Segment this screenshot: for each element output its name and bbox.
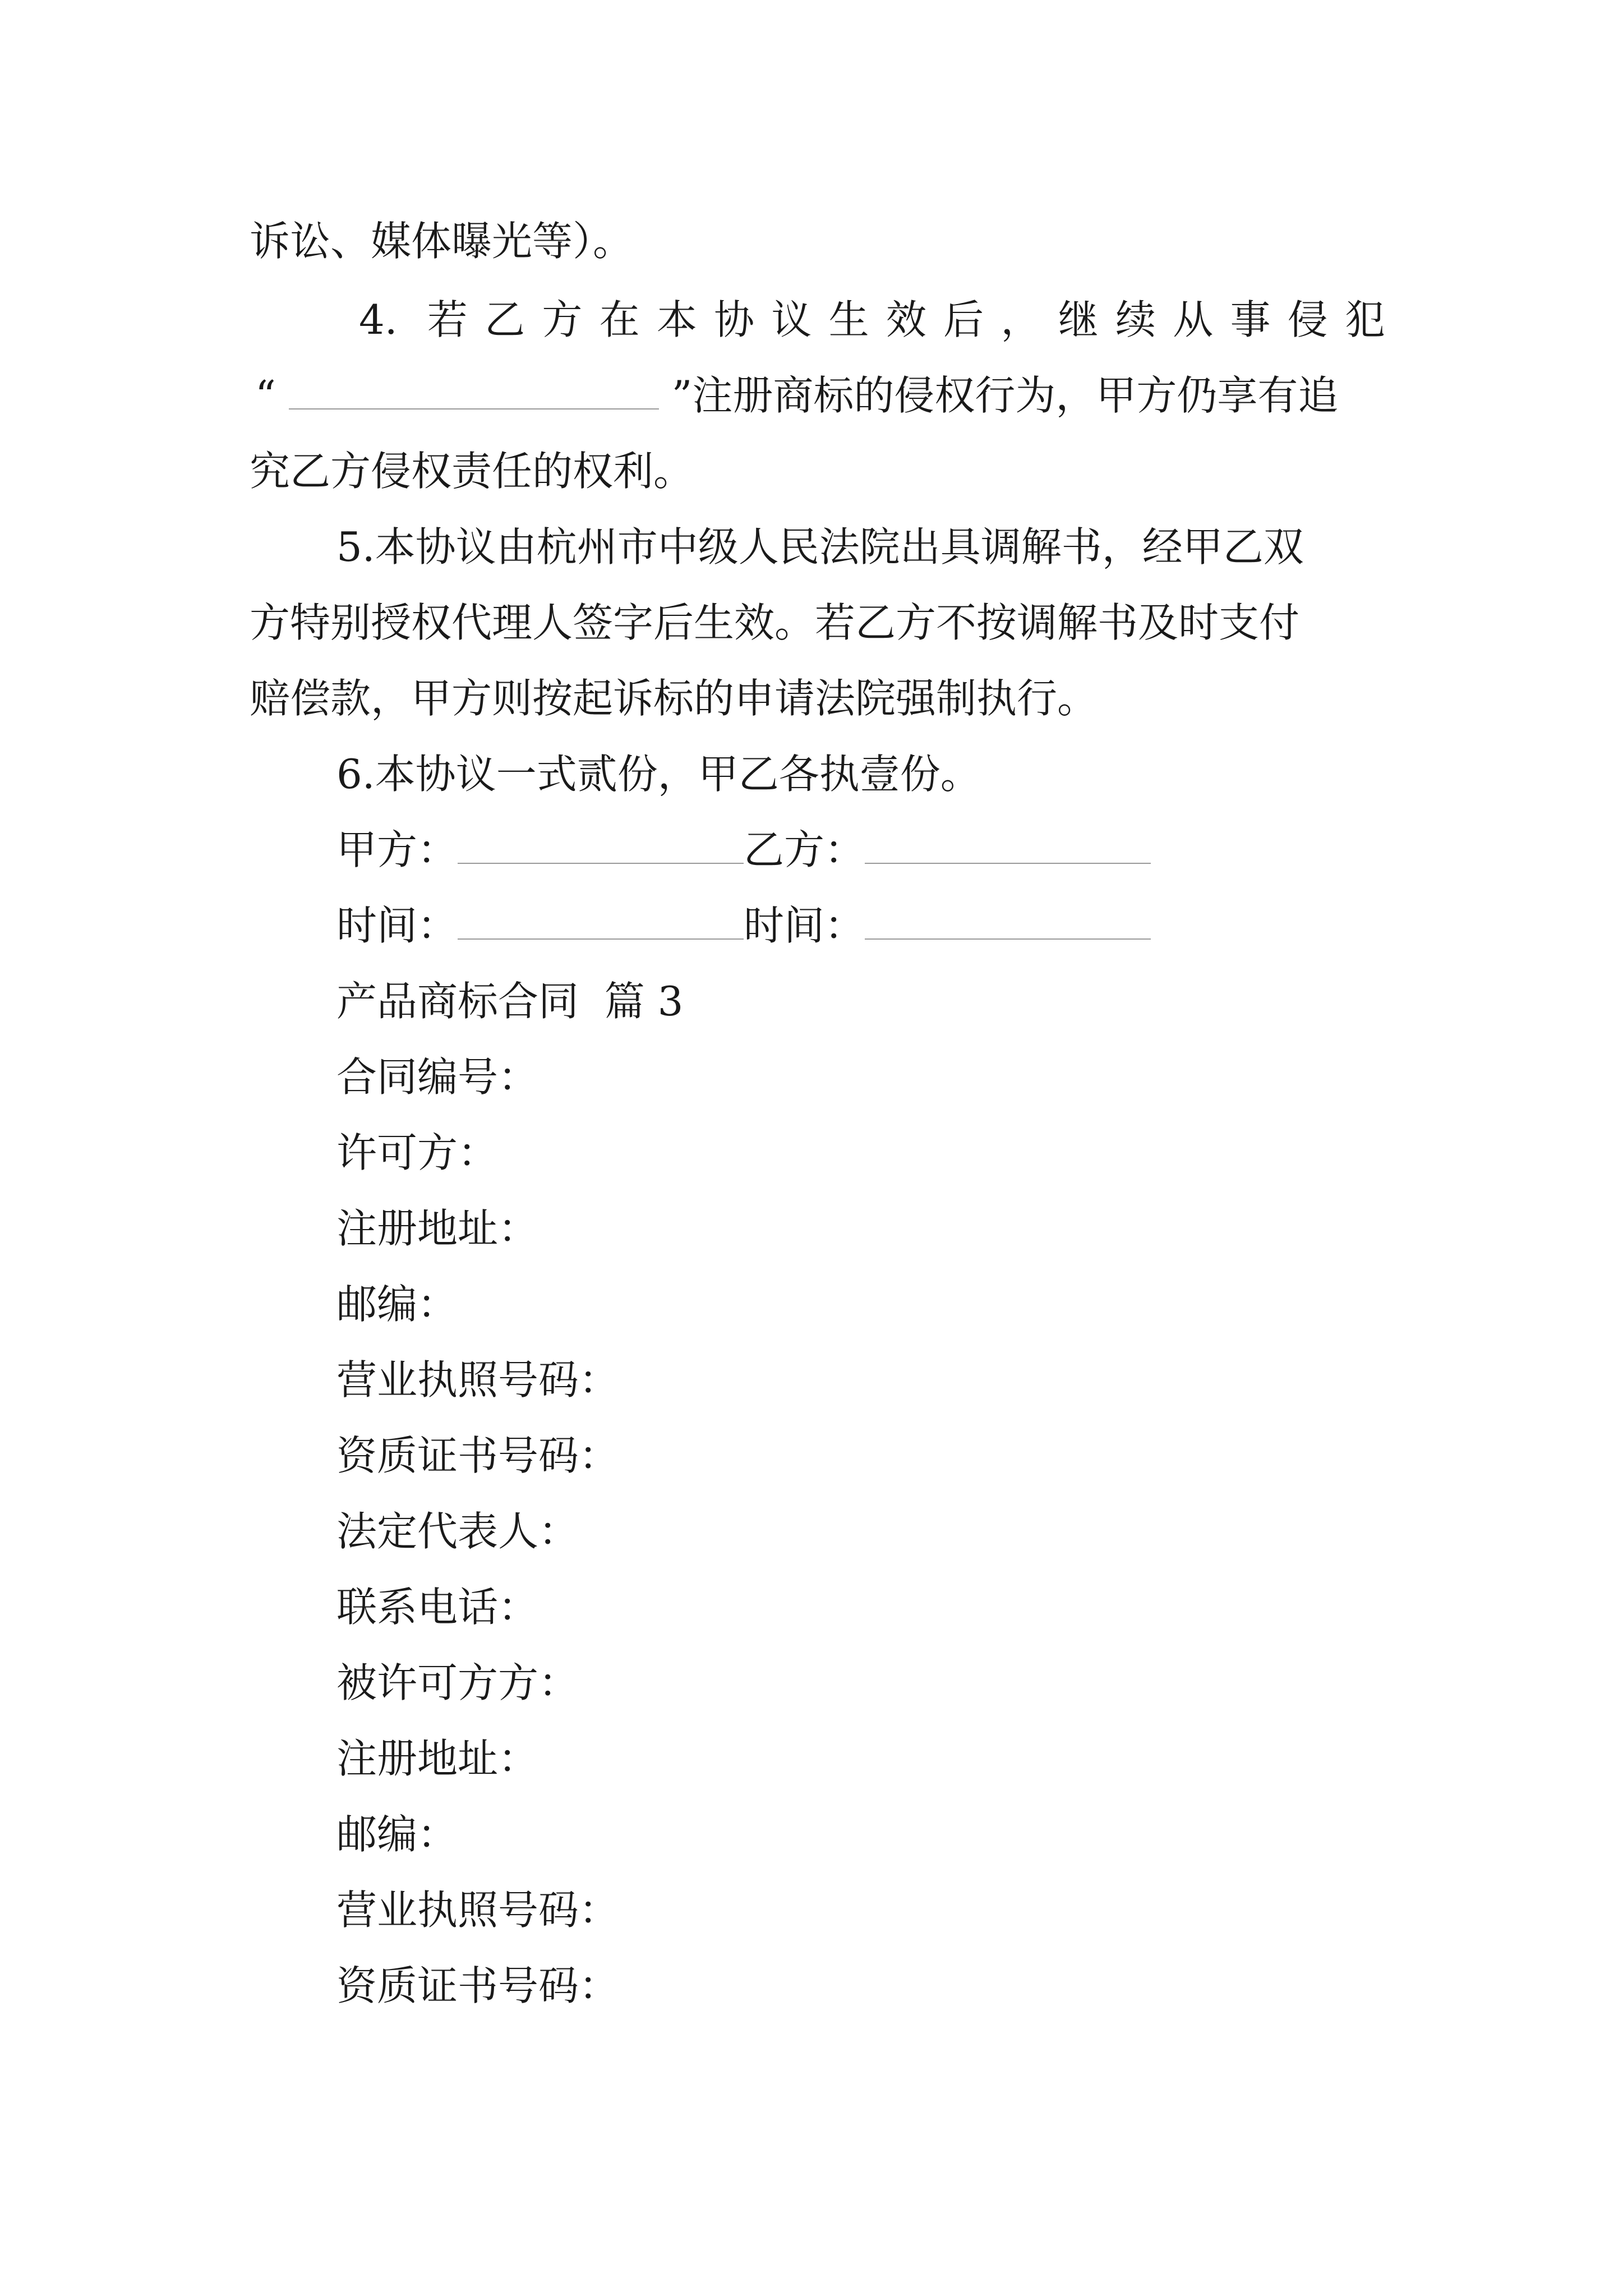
time-a-label: 时间：: [336, 902, 458, 949]
field-registered-address-2: 注册地址：: [336, 1735, 539, 1782]
time-b-blank: [865, 898, 1151, 940]
field-business-license-2: 营业执照号码：: [336, 1887, 620, 1934]
signature-row-parties: [336, 822, 1151, 878]
field-phone: 联系电话：: [336, 1584, 539, 1631]
paragraph-4-line-3: 究乙方侵权责任的权利。: [250, 448, 694, 495]
field-postcode-2: 邮编：: [336, 1811, 458, 1858]
paragraph-4-line-2-rest: ”注册商标的侵权行为，甲方仍享有追: [671, 372, 1339, 419]
field-licensor: 许可方：: [336, 1129, 499, 1176]
field-contract-number: 合同编号：: [336, 1053, 539, 1101]
section-title: 产品商标合同 篇 3: [336, 978, 684, 1025]
paragraph-6: 6.本协议一式贰份，甲乙各执壹份。: [336, 751, 981, 798]
paragraph-3-end: 诉讼、媒体曝光等）。: [250, 218, 634, 265]
field-registered-address: 注册地址：: [336, 1205, 539, 1252]
field-licensee: 被许可方方：: [336, 1659, 579, 1706]
field-qualification-certificate-2: 资质证书号码：: [336, 1962, 620, 2009]
party-a-blank: [458, 822, 744, 864]
field-legal-representative: 法定代表人：: [336, 1508, 579, 1555]
field-postcode: 邮编：: [336, 1281, 458, 1328]
time-b-label: 时间：: [744, 902, 865, 949]
paragraph-5-line-1: 5.本协议由杭州市中级人民法院出具调解书，经甲乙双: [336, 523, 1304, 570]
paragraph-5-line-2: 方特别授权代理人签字后生效。若乙方不按调解书及时支付: [250, 599, 1300, 646]
open-quote: “: [255, 372, 276, 419]
signature-row-time: [336, 898, 1151, 954]
paragraph-4-line-1: 4. 若乙方在本协议生效后，继续从事侵犯: [359, 296, 1385, 343]
paragraph-4-line-2: [255, 367, 1338, 424]
party-a-label: 甲方：: [336, 826, 458, 873]
party-b-label: 乙方：: [744, 826, 865, 873]
time-a-blank: [458, 898, 744, 940]
field-business-license: 营业执照号码：: [336, 1356, 620, 1404]
field-qualification-certificate: 资质证书号码：: [336, 1432, 620, 1479]
paragraph-5-line-3: 赔偿款，甲方则按起诉标的申请法院强制执行。: [250, 675, 1098, 722]
trademark-blank: [289, 368, 659, 409]
party-b-blank: [865, 822, 1151, 864]
